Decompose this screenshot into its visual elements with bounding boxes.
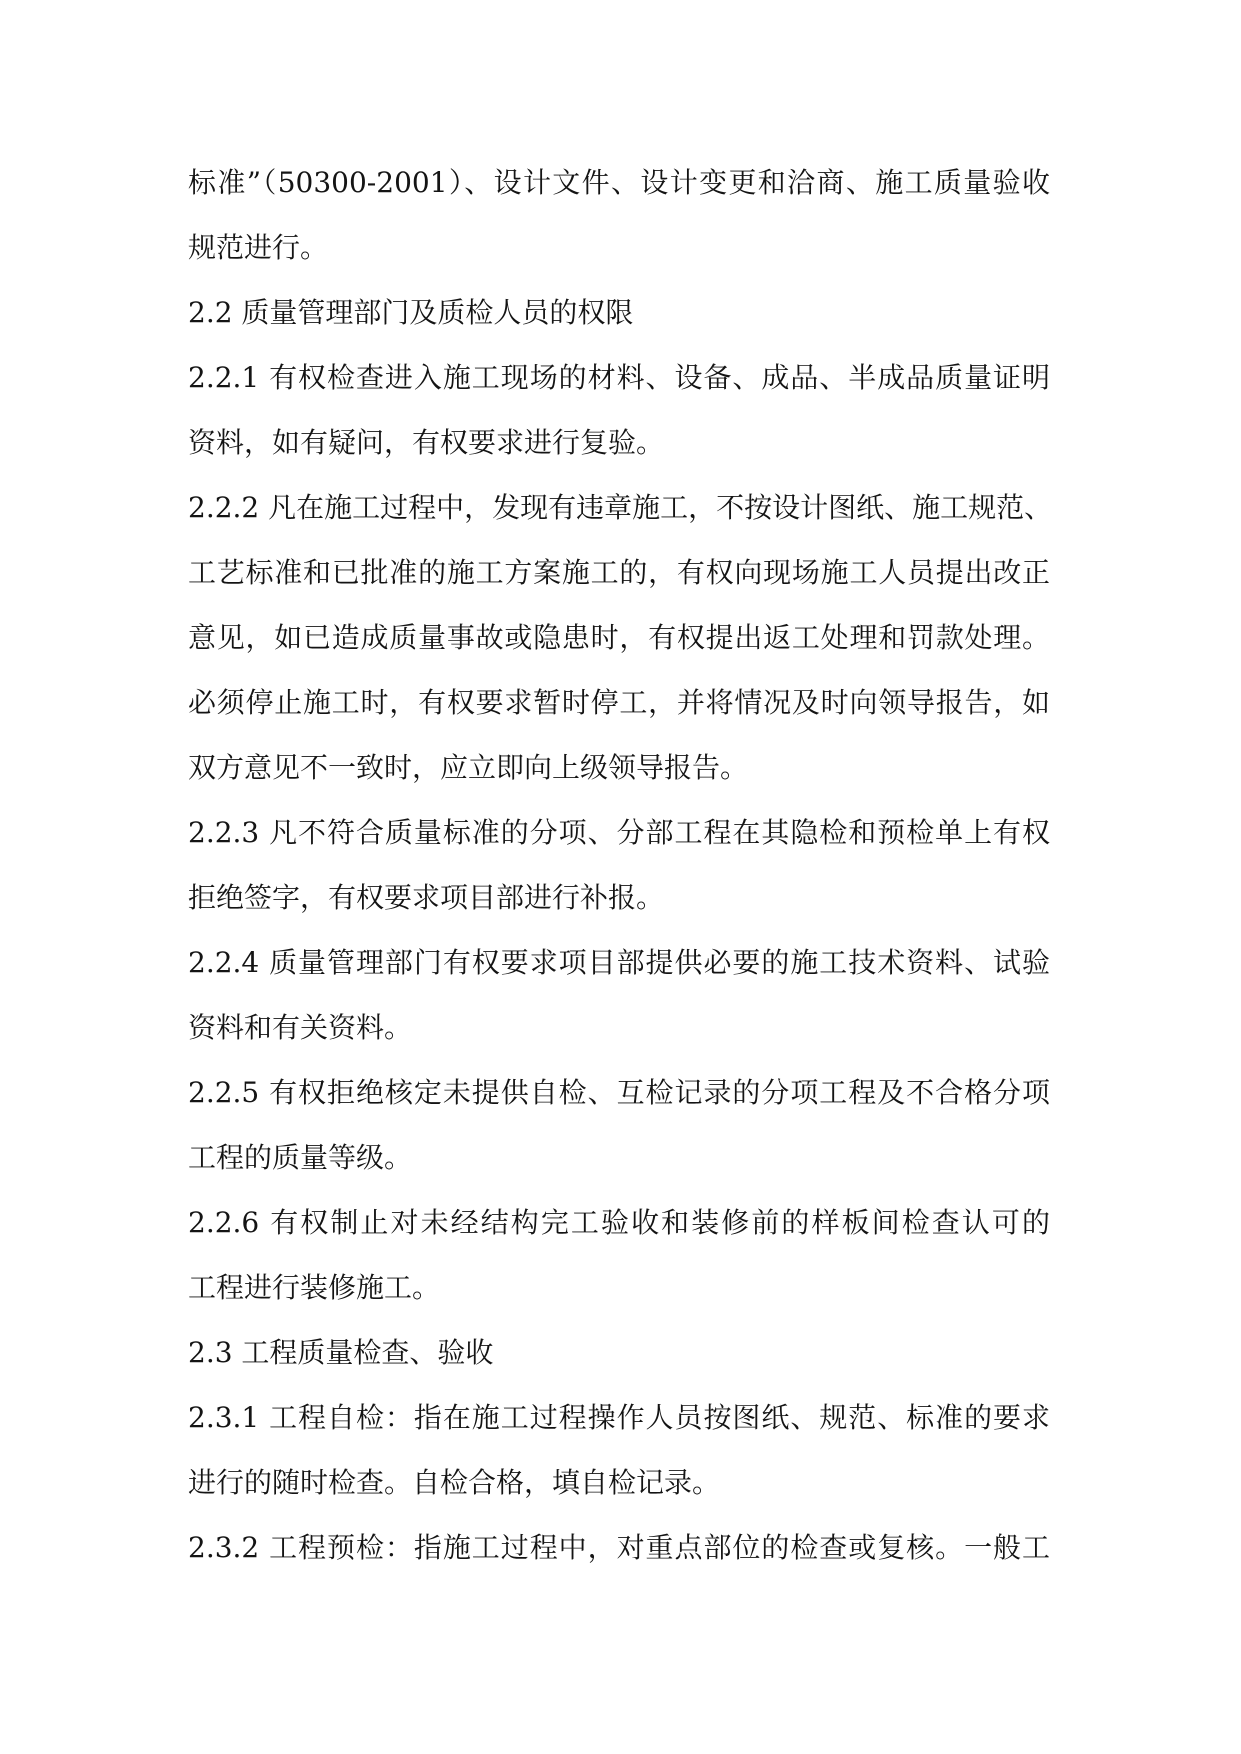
clause-2-2-4: [188, 930, 1050, 1060]
clause-2-2-5: [188, 1060, 1050, 1190]
text-line: 2.2.4 质量管理部门有权要求项目部提供必要的施工技术资料、试验: [188, 946, 1050, 979]
text-line: 2.2.2 凡在施工过程中，发现有违章施工，不按设计图纸、施工规范、: [188, 491, 1053, 524]
text-line: 规范进行。: [188, 231, 329, 264]
section-heading-text: 2.2 质量管理部门及质检人员的权限: [188, 296, 634, 329]
text-line: 资料和有关资料。: [188, 1011, 413, 1044]
text-line: 工程的质量等级。: [188, 1141, 413, 1174]
text-line: 2.2.1 有权检查进入施工现场的材料、设备、成品、半成品质量证明: [188, 361, 1050, 394]
clause-2-3-1: [188, 1385, 1050, 1515]
text-line: 必须停止施工时，有权要求暂时停工，并将情况及时向领导报告，如: [188, 686, 1050, 719]
text-line: 意见，如已造成质量事故或隐患时，有权提出返工处理和罚款处理。: [188, 621, 1050, 654]
text-line: 2.3.2 工程预检：指施工过程中，对重点部位的检查或复核。一般工: [188, 1531, 1050, 1564]
clause-2-2-3: [188, 800, 1050, 930]
text-line: 拒绝签字，有权要求项目部进行补报。: [188, 881, 665, 914]
text-line: 双方意见不一致时，应立即向上级领导报告。: [188, 751, 749, 784]
clause-2-2-6: [188, 1190, 1050, 1320]
clause-2-2-1: [188, 345, 1050, 475]
clause-2-3-2: [188, 1515, 1050, 1580]
section-heading-2-3: [188, 1320, 1050, 1385]
section-heading-2-2: [188, 280, 1050, 345]
text-line: 2.2.3 凡不符合质量标准的分项、分部工程在其隐检和预检单上有权: [188, 816, 1050, 849]
section-heading-text: 2.3 工程质量检查、验收: [188, 1336, 494, 1369]
text-line: 工艺标准和已批准的施工方案施工的，有权向现场施工人员提出改正: [188, 556, 1050, 589]
text-line: 资料，如有疑问，有权要求进行复验。: [188, 426, 665, 459]
text-line: 进行的随时检查。自检合格，填自检记录。: [188, 1466, 721, 1499]
paragraph-continuation: [188, 150, 1050, 280]
document-body: [188, 150, 1053, 1580]
text-line: 2.3.1 工程自检：指在施工过程操作人员按图纸、规范、标准的要求: [188, 1401, 1050, 1434]
text-line: 标准”（50300-2001）、设计文件、设计变更和洽商、施工质量验收: [188, 166, 1050, 199]
text-line: 2.2.6 有权制止对未经结构完工验收和装修前的样板间检查认可的: [188, 1206, 1050, 1239]
text-line: 工程进行装修施工。: [188, 1271, 441, 1304]
clause-2-2-2: [188, 475, 1053, 800]
text-line: 2.2.5 有权拒绝核定未提供自检、互检记录的分项工程及不合格分项: [188, 1076, 1050, 1109]
